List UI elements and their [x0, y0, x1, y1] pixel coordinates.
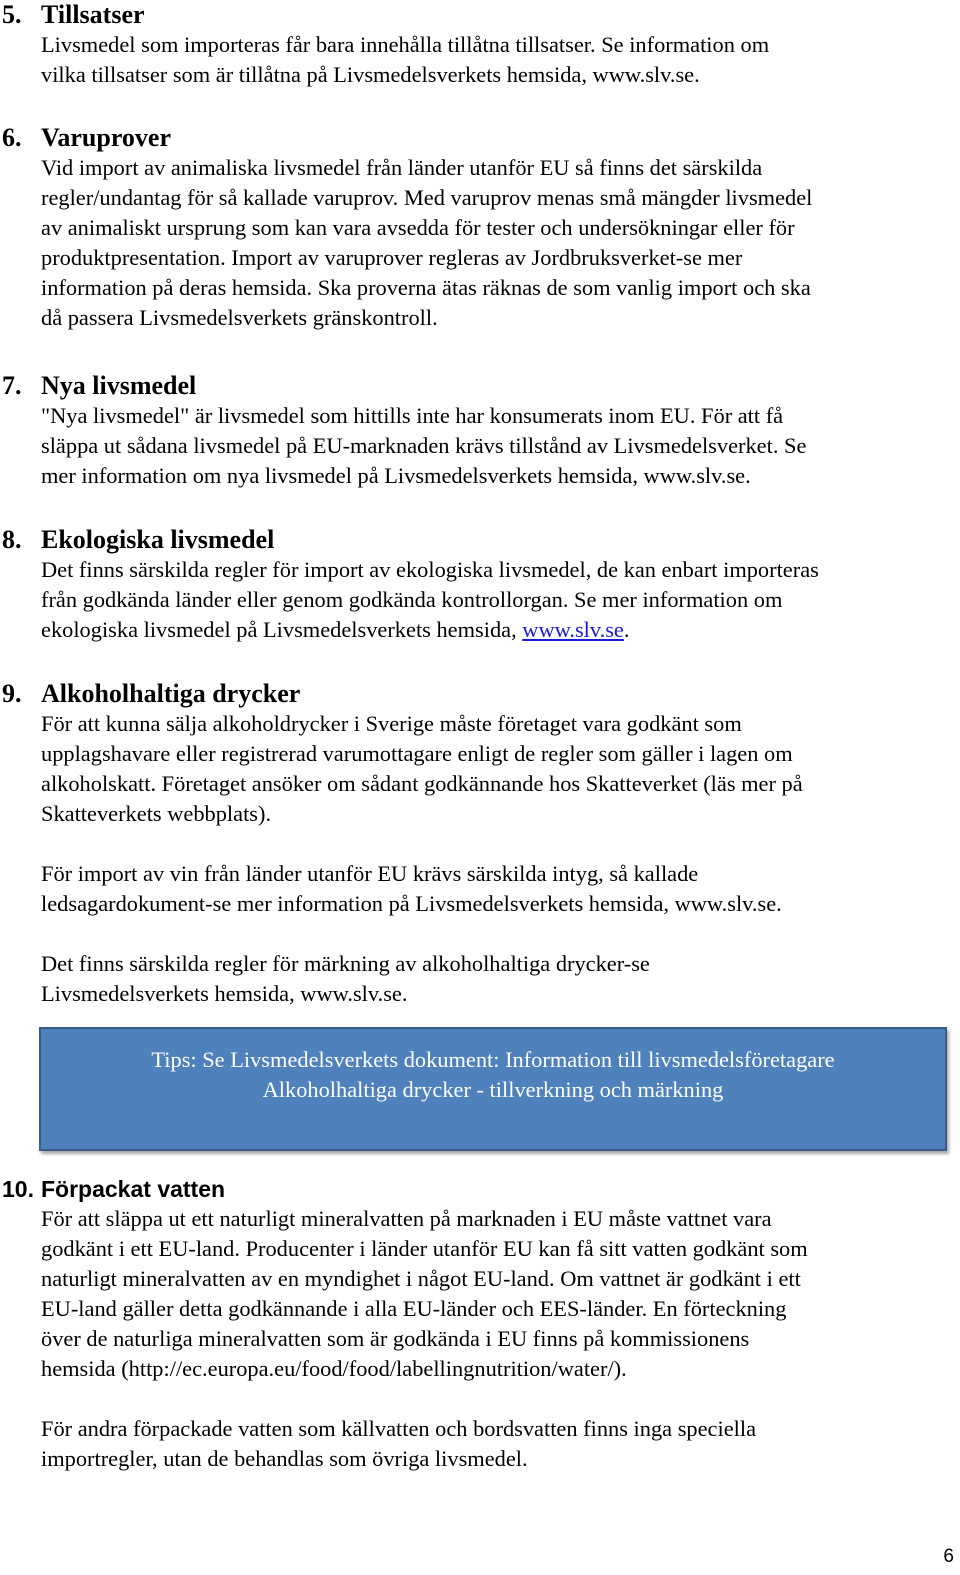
text-line: Livsmedel som importeras får bara innehålla tillåtna tillsatser. Se information om [41, 32, 770, 57]
section-ekologiska-livsmedel [0, 525, 960, 645]
text-line: Det finns särskilda regler för märkning av alkoholhaltiga drycker-se [41, 951, 650, 976]
section-varuprover [0, 123, 960, 333]
paragraph [0, 1204, 960, 1384]
tips-line: Alkoholhaltiga drycker - tillverkning och märkning [262, 1077, 724, 1102]
text-line: godkänt i ett EU-land. Producenter i länder utanför EU kan få sitt vatten godkänt som [41, 1236, 808, 1261]
text-line: importregler, utan de behandlas som övriga livsmedel. [41, 1446, 528, 1471]
text-line: "Nya livsmedel" är livsmedel som hittills inte har konsumerats inom EU. För att få [41, 403, 784, 428]
section-title: Alkoholhaltiga drycker [41, 679, 301, 708]
paragraph [0, 1414, 960, 1474]
text-line: över de naturliga mineralvatten som är godkända i EU finns på kommissionens [41, 1326, 750, 1351]
text-line: alkoholskatt. Företaget ansöker om sådant godkännande hos Skatteverket (läs mer på [41, 771, 803, 796]
text-line: av animaliskt ursprung som kan vara avsedda för tester och undersökningar eller för [41, 215, 795, 240]
text-line: släppa ut sådana livsmedel på EU-marknaden krävs tillstånd av Livsmedelsverket. Se [41, 433, 807, 458]
section-heading [0, 525, 960, 555]
text-line: från godkända länder eller genom godkända kontrollorgan. Se mer information om [41, 587, 783, 612]
text-line: För att släppa ut ett naturligt mineralvatten på marknaden i EU måste vattnet vara [41, 1206, 772, 1231]
text-line: Livsmedelsverkets hemsida, www.slv.se. [41, 981, 408, 1006]
text-line: information på deras hemsida. Ska proverna ätas räknas de som vanlig import och ska [41, 275, 811, 300]
text-line: Det finns särskilda regler för import av ekologiska livsmedel, de kan enbart importeras [41, 557, 819, 582]
text-line: upplagshavare eller registrerad varumottagare enligt de regler som gäller i lagen om [41, 741, 793, 766]
text-fragment: . [623, 617, 630, 642]
section-title: Varuprover [41, 123, 171, 152]
text-line: mer information om nya livsmedel på Livsmedelsverkets hemsida, www.slv.se. [41, 463, 751, 488]
tips-box [39, 1027, 947, 1151]
section-title: Nya livsmedel [41, 371, 197, 400]
text-line: För att kunna sälja alkoholdrycker i Sverige måste företaget vara godkänt som [41, 711, 742, 736]
section-number: 10. [2, 1176, 34, 1202]
section-title: Förpackat vatten [41, 1176, 226, 1202]
text-line: Skatteverkets webbplats). [41, 801, 272, 826]
section-number: 6. [2, 123, 22, 152]
text-line: då passera Livsmedelsverkets gränskontroll. [41, 305, 438, 330]
section-number: 5. [2, 0, 22, 29]
text-line: EU-land gäller detta godkännande i alla EU-länder och EES-länder. En förteckning [41, 1296, 787, 1321]
section-title: Ekologiska livsmedel [41, 525, 275, 554]
paragraph [0, 709, 960, 829]
text-line: För import av vin från länder utanför EU krävs särskilda intyg, så kallade [41, 861, 699, 886]
section-tillsatser [0, 0, 960, 90]
section-number: 7. [2, 371, 22, 400]
tips-line: Tips: Se Livsmedelsverkets dokument: Information till livsmedelsföretagare [151, 1047, 835, 1072]
paragraph [0, 949, 960, 1009]
text-line: naturligt mineralvatten av en myndighet i något EU-land. Om vattnet är godkänt i ett [41, 1266, 801, 1291]
section-nya-livsmedel [0, 371, 960, 491]
section-forpackat-vatten [0, 1174, 960, 1474]
text-line: vilka tillsatser som är tillåtna på Livsmedelsverkets hemsida, www.slv.se. [41, 62, 700, 87]
section-alkoholhaltiga-drycker [0, 679, 960, 1009]
text-line: För andra förpackade vatten som källvatten och bordsvatten finns inga speciella [41, 1416, 757, 1441]
text-fragment: ekologiska livsmedel på Livsmedelsverkets hemsida, [41, 617, 523, 642]
section-title: Tillsatser [41, 0, 145, 29]
text-line [41, 615, 960, 645]
text-line: produktpresentation. Import av varuprover regleras av Jordbruksverket-se mer [41, 245, 743, 270]
section-heading [0, 1174, 960, 1204]
section-heading [0, 0, 960, 30]
section-number: 8. [2, 525, 22, 554]
paragraph [0, 859, 960, 919]
text-line: ledsagardokument-se mer information på Livsmedelsverkets hemsida, www.slv.se. [41, 891, 782, 916]
section-heading [0, 123, 960, 153]
section-number: 9. [2, 679, 22, 708]
text-line: Vid import av animaliska livsmedel från länder utanför EU så finns det särskilda [41, 155, 763, 180]
section-heading [0, 679, 960, 709]
section-heading [0, 371, 960, 401]
slv-website-link[interactable]: www.slv.se [522, 617, 624, 642]
text-line: regler/undantag för så kallade varuprov. Med varuprov menas små mängder livsmedel [41, 185, 813, 210]
page-number: 6 [943, 1546, 954, 1567]
text-line: hemsida (http://ec.europa.eu/food/food/labellingnutrition/water/). [41, 1356, 627, 1381]
